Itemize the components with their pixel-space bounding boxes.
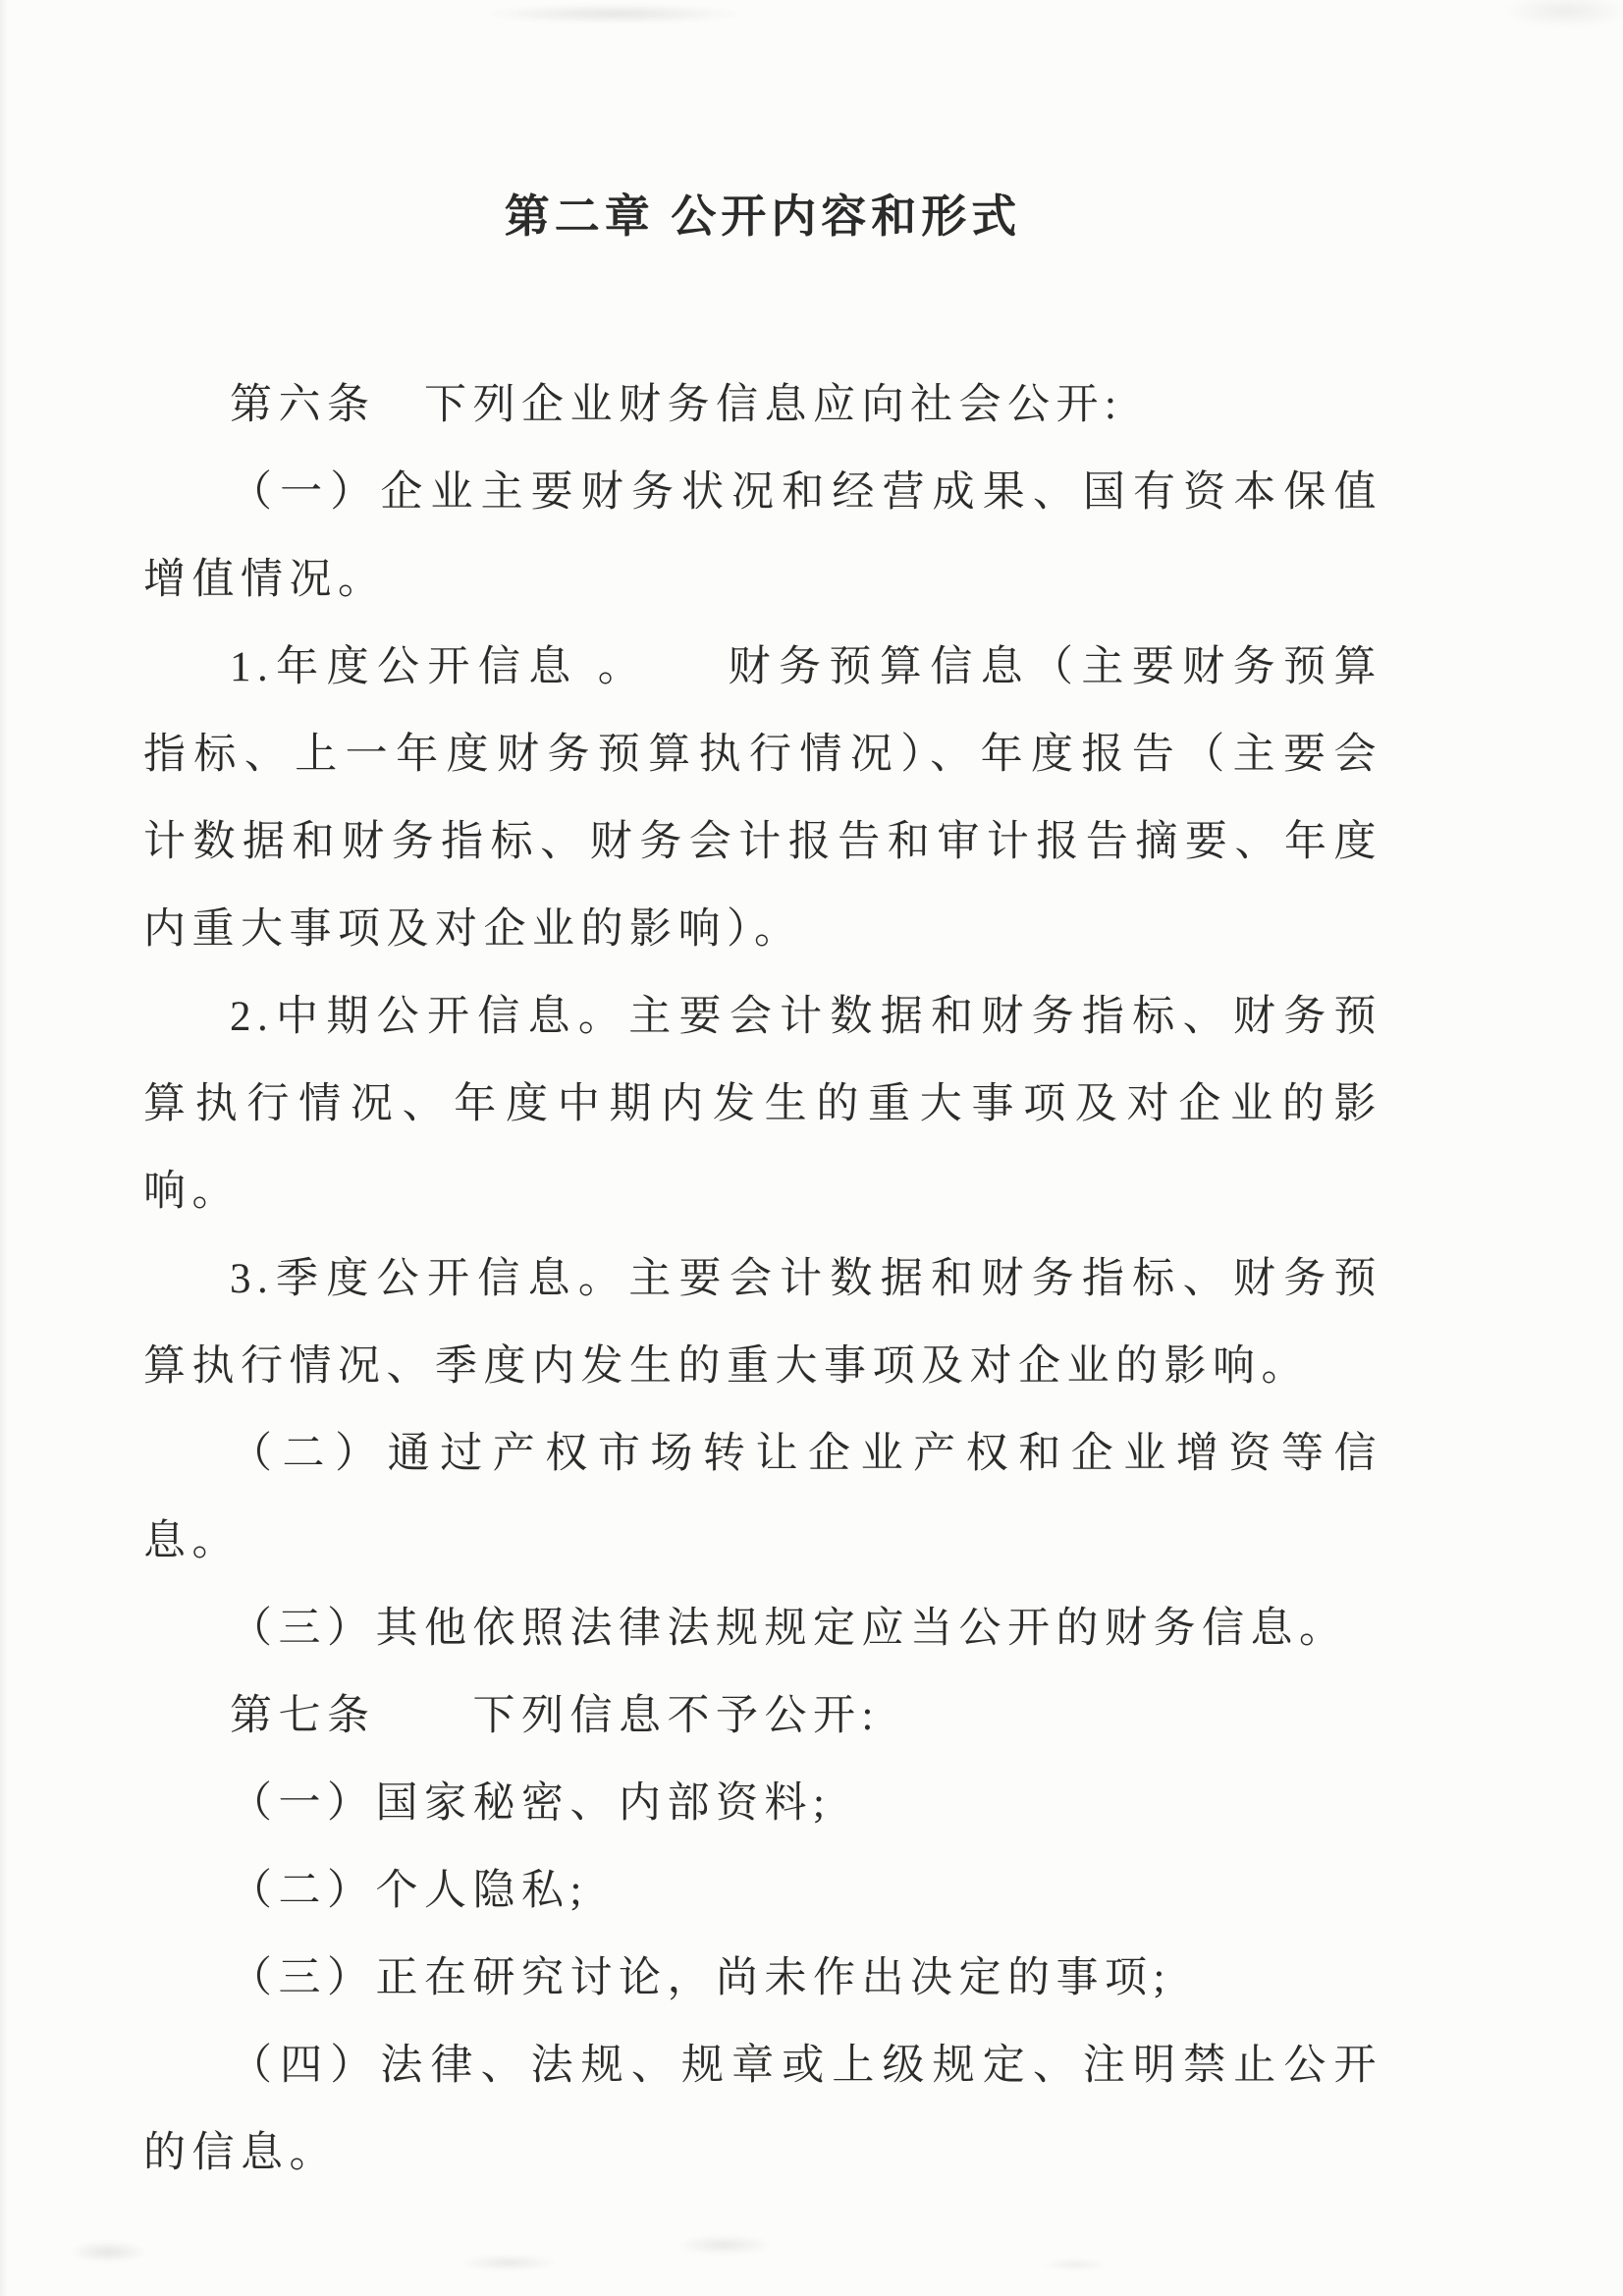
paragraph-quarterly-info: 3.季度公开信息。主要会计数据和财务指标、财务预算执行情况、季度内发生的重大事项及对企业的影响。 <box>143 1256 1382 1390</box>
paragraph-midterm-info: 2.中期公开信息。主要会计数据和财务指标、财务预算执行情况、年度中期内发生的重大事项及对企业的影响。 <box>143 994 1382 1215</box>
paragraph-article-6: 第六条 下列企业财务信息应向社会公开: <box>230 382 1123 428</box>
document-content <box>143 0 1382 2197</box>
paragraph-not-public-3: （三）正在研究讨论，尚未作出决定的事项; <box>230 1955 1171 2001</box>
scan-artifact <box>676 2235 774 2255</box>
scan-artifact <box>69 2241 147 2263</box>
scan-artifact <box>1502 0 1623 27</box>
scan-artifact <box>1041 2259 1109 2270</box>
paragraph-item-3: （三）其他依照法律法规规定应当公开的财务信息。 <box>230 1606 1348 1652</box>
scan-artifact <box>460 2255 558 2270</box>
paragraph-article-7: 第七条 下列信息不予公开: <box>230 1693 880 1739</box>
scan-edge-shadow <box>0 0 8 2296</box>
paragraph-item-2: （二）通过产权市场转让企业产权和企业增资等信息。 <box>143 1431 1382 1564</box>
paragraph-not-public-1: （一）国家秘密、内部资料; <box>230 1780 832 1827</box>
chapter-title: 第二章 公开内容和形式 <box>504 191 1022 242</box>
paragraph-annual-info: 1.年度公开信息 。 财务预算信息（主要财务预算指标、上一年度财务预算执行情况）、年度报告（主要会计数据和财务指标、财务会计报告和审计报告摘要、年度内重大事项及对企业的影响）。 <box>143 644 1382 953</box>
paragraph-not-public-2: （二）个人隐私; <box>230 1868 588 1914</box>
paragraph-item-1: （一）企业主要财务状况和经营成果、国有资本保值增值情况。 <box>143 469 1382 603</box>
paragraph-not-public-4: （四）法律、法规、规章或上级规定、注明禁止公开的信息。 <box>143 2043 1382 2176</box>
